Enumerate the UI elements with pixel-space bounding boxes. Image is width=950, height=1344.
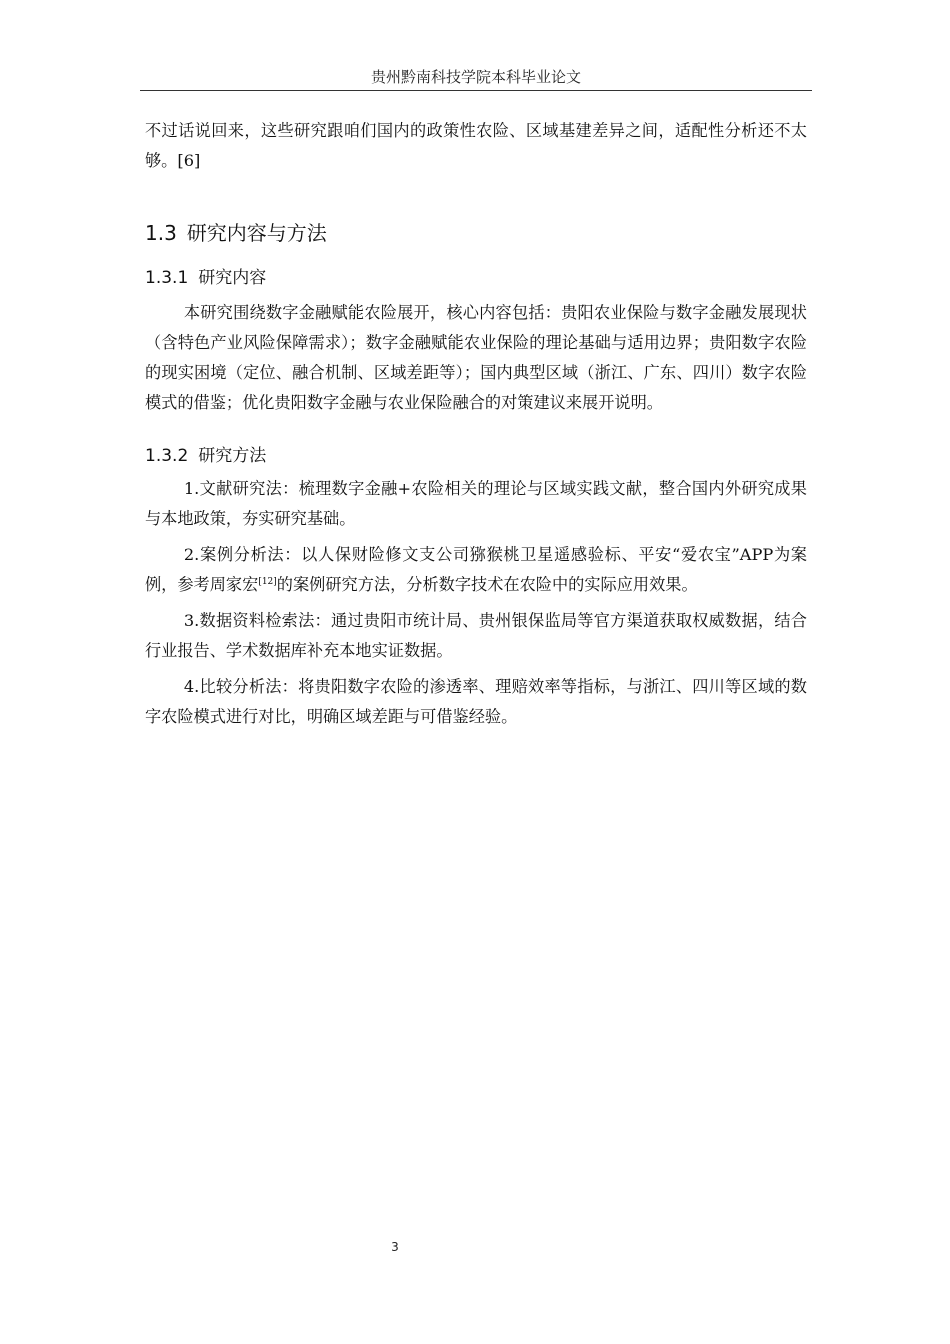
- subsection-title: 研究内容: [198, 268, 267, 288]
- citation-marker: [12]: [258, 577, 277, 587]
- method-text: 的案例研究方法，分析数字技术在农险中的实际应用效果。: [276, 575, 698, 594]
- section-number: 1.3: [145, 221, 177, 245]
- method-data-retrieval: 3.数据资料检索法：通过贵阳市统计局、贵州银保监局等官方渠道获取权威数据，结合行业报告、学术数据库补充本地实证数据。: [145, 611, 807, 660]
- section-title: 研究内容与方法: [186, 221, 327, 245]
- page-number: 3: [391, 1240, 399, 1254]
- page-body: [145, 116, 807, 732]
- subsection-heading-1-3-1: [145, 266, 807, 290]
- intro-paragraph: 不过话说回来，这些研究跟咱们国内的政策性农险、区域基建差异之间，适配性分析还不太够。[6]: [145, 121, 807, 170]
- method-case-study: [145, 540, 807, 600]
- subsection-heading-1-3-2: [145, 444, 807, 468]
- subsection-number: 1.3.2: [145, 446, 189, 466]
- subsection-number: 1.3.1: [145, 268, 189, 288]
- method-literature: 1.文献研究法：梳理数字金融+农险相关的理论与区域实践文献，整合国内外研究成果与本地政策，夯实研究基础。: [145, 479, 807, 528]
- subsection-title: 研究方法: [198, 446, 267, 466]
- method-text: 2.案例分析法：以人保财险修文支公司猕猴桃卫星遥感验标、平安“爱农宝”APP为案例，参考周家宏: [145, 545, 807, 594]
- section-heading-1-3: [145, 220, 807, 246]
- header-rule: [140, 90, 812, 91]
- method-comparison: 4.比较分析法：将贵阳数字农险的渗透率、理赔效率等指标，与浙江、四川等区域的数字农险模式进行对比，明确区域差距与可借鉴经验。: [145, 677, 807, 726]
- research-content-paragraph: 本研究围绕数字金融赋能农险展开，核心内容包括：贵阳农业保险与数字金融发展现状（含特色产业风险保障需求）；数字金融赋能农业保险的理论基础与适用边界；贵阳数字农险的现实困境（定位、融合机制、区域差距等）；国内典型区域（浙江、广东、四川）数字农险模式的借鉴；优化贵阳数字金融与农业保险融合的对策建议来展开说明。: [145, 303, 807, 412]
- running-header: 贵州黔南科技学院本科毕业论文: [370, 68, 581, 86]
- spacer: [145, 176, 807, 220]
